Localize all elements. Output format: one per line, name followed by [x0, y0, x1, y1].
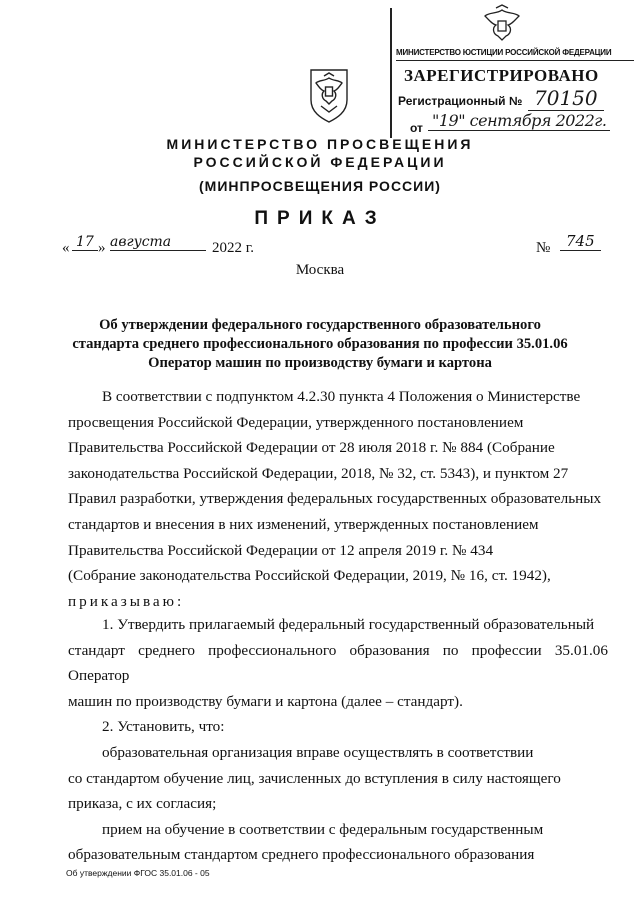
item1-line: 1. Утвердить прилагаемый федеральный государственный образовательный [102, 616, 595, 633]
body-line: Правительства Российской Федерации от 12 апреля 2019 г. № 434 [68, 541, 494, 559]
order-number-label: № [536, 240, 551, 256]
ministry-short-name: (МИНПРОСВЕЩЕНИЯ РОССИИ) [199, 178, 441, 194]
stamp-reg-label: Регистрационный № [398, 94, 523, 108]
body-line: Правительства Российской Федерации от 28 июля 2018 г. № 884 (Собрание [68, 439, 555, 457]
item2a-line: приказа, с их согласия; [68, 795, 217, 813]
stamp-status: ЗАРЕГИСТРИРОВАНО [404, 66, 599, 85]
order-title [60, 316, 580, 373]
item1-line: стандарт среднего профессионального образования по профессии 35.01.06 Оператор [68, 641, 608, 685]
footer-reference: Об утверждении ФГОС 35.01.06 - 05 [66, 868, 210, 878]
item2a-line: образовательная организация вправе осуществлять в соответствии [102, 743, 534, 761]
stamp-border [390, 8, 392, 138]
body-line: законодательства Российской Федерации, 2018, № 32, ст. 5343), и пунктом 27 [68, 464, 569, 482]
body-line: стандартов и внесения в них изменений, утвержденных постановлением [68, 515, 539, 533]
emblem-icon [305, 66, 353, 124]
title-line: стандарта среднего профессионального образования по профессии 35.01.06 [72, 336, 568, 352]
preamble [68, 384, 608, 614]
body-line: Правил разработки, утверждения федеральных государственных образовательных [68, 490, 602, 508]
item2-heading: 2. Установить, что: [102, 718, 225, 736]
title-line: Об утверждении федерального государственного образовательного [99, 317, 541, 333]
stamp-reg-number: 70150 [528, 86, 604, 111]
date-day: 17 [72, 234, 98, 251]
stamp-from-label: от [410, 121, 423, 135]
date-month: августа [110, 234, 206, 251]
ministry-name-line1: МИНИСТЕРСТВО ПРОСВЕЩЕНИЯ [166, 136, 474, 152]
item1-line: машин по производству бумаги и картона (далее – стандарт). [68, 692, 463, 710]
registration-stamp [388, 0, 640, 140]
item2b-line: образовательным стандартом среднего профессионального образования [68, 846, 535, 864]
body-line: (Собрание законодательства Российской Федерации, 2019, № 16, ст. 1942), [68, 567, 551, 585]
ministry-name-line2: РОССИЙСКОЙ ФЕДЕРАЦИИ [193, 154, 447, 170]
order-items [68, 612, 608, 868]
date-close-quote: » [98, 240, 106, 256]
stamp-emblem-icon [480, 4, 524, 51]
date-year: 2022 г. [212, 240, 254, 256]
document-type: ПРИКАЗ [254, 208, 386, 229]
stamp-from-date: "19" сентября 2022г. [428, 111, 610, 131]
item2a-line: со стандартом обучение лиц, зачисленных до вступления в силу настоящего [68, 769, 561, 787]
date-open-quote: « [62, 240, 70, 256]
body-line: просвещения Российской Федерации, утвержденного постановлением [68, 413, 524, 431]
stamp-divider [396, 60, 634, 61]
title-line: Оператор машин по производству бумаги и картона [148, 355, 492, 371]
stamp-ministry-name: МИНИСТЕРСТВО ЮСТИЦИИ РОССИЙСКОЙ ФЕДЕРАЦИИ [396, 48, 612, 57]
order-word: приказываю: [68, 592, 185, 610]
item2b-line: прием на обучение в соответствии с федеральным государственным [102, 820, 544, 838]
order-number: 745 [560, 232, 601, 251]
body-line: В соответствии с подпунктом 4.2.30 пункта 4 Положения о Министерстве [102, 388, 581, 405]
city: Москва [295, 262, 345, 278]
